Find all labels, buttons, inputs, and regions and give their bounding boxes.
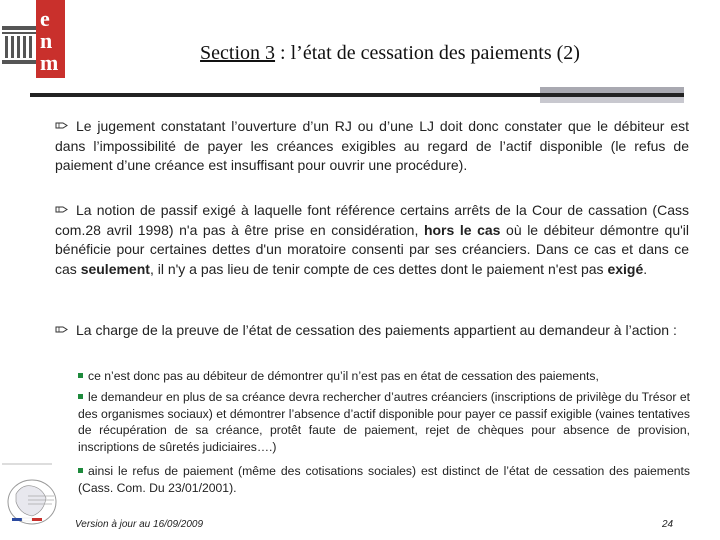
paragraph-3 — [55, 321, 689, 341]
ministry-seal-logo — [2, 462, 62, 540]
sub-item-1 — [78, 368, 690, 385]
paragraph-2-text-e: , il n'y a pas lieu de tenir compte de ces dettes dont le paiement n'est pas — [149, 260, 608, 277]
title-section: Section 3 — [200, 42, 276, 64]
square-bullet-icon — [78, 373, 83, 378]
paragraph-2-text-a: La notion de passif exigé à laquelle font référence certains arrêts de la Cour de cassation (Cass com.28 avril 1998) n'a pas à être prise en considération, — [55, 202, 689, 238]
paragraph-2 — [55, 201, 689, 279]
paragraph-2-bold-hors: hors le cas — [423, 221, 501, 238]
enm-logo — [0, 0, 66, 80]
title-rule — [30, 93, 684, 97]
logo-letter-n: n — [40, 28, 53, 53]
sub-item-2 — [78, 389, 690, 455]
sub-item-3-text: ainsi le refus de paiement (même des cotisations sociales) est distinct de l’état de cessation des paiements (Cass. Com. Du 23/01/2001). — [78, 464, 690, 495]
paragraph-3-text: La charge de la preuve de l’état de cessation des paiements appartient au demandeur à l’action : — [76, 322, 677, 338]
page-title — [90, 42, 690, 65]
paragraph-2-text-c: où le débiteur démontre qu'il bénéficie pour certaines dettes d'un moratoire consenti par ses créanciers. Dans ce cas et dans ce cas — [55, 221, 690, 277]
columns-icon — [2, 26, 36, 66]
page-number: 24 — [662, 519, 674, 530]
rule-accent-light — [540, 97, 684, 103]
pointing-hand-icon — [55, 205, 68, 214]
title-text: : l’état de cessation des paiements (2) — [275, 42, 580, 64]
sub-item-3 — [78, 463, 690, 496]
paragraph-1 — [55, 117, 689, 176]
pointing-hand-icon — [55, 121, 68, 130]
paragraph-2-bold-exige: exigé — [607, 260, 644, 277]
paragraph-1-text: Le jugement constatant l’ouverture d’un RJ ou d’une LJ doit donc constater que le débiteur est dans l’impossibilité de payer les créances exigibles au regard de l’actif disponible (le refus de paiement d’une créance est insuffisant pour ouvrir une procédure). — [55, 118, 689, 173]
logo-letter-e: e — [40, 6, 50, 31]
logo-letter-m: m — [40, 50, 59, 75]
pointing-hand-icon — [55, 325, 68, 334]
paragraph-2-bold-seulement: seulement — [80, 260, 150, 277]
square-bullet-icon — [78, 468, 83, 473]
paragraph-2-text-g: . — [643, 260, 648, 277]
footer-version: Version à jour au 16/09/2009 — [75, 519, 204, 530]
sub-item-1-text: ce n’est donc pas au débiteur de démontrer qu’il n’est pas en état de cessation des paiements, — [88, 369, 599, 383]
square-bullet-icon — [78, 394, 83, 399]
sub-item-2-text: le demandeur en plus de sa créance devra rechercher d’autres créanciers (inscriptions de privilège du Trésor et des organismes sociaux) et démontrer l’absence d’actif disponible pour payer ce passif exigible (vaines tentatives de récupération de sa créance, protêt faute de paiement, rejet de chèques pour absence de provision, inscriptions de sûretés judiciaires….) — [78, 390, 690, 454]
